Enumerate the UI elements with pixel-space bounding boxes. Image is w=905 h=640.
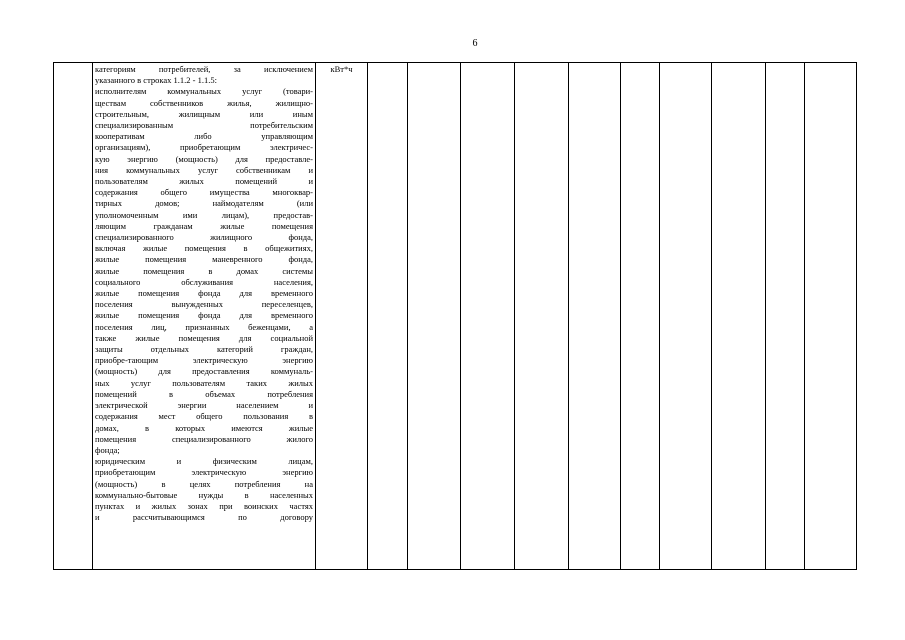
value-cell bbox=[660, 63, 712, 570]
description-line: электрической энергии населением и bbox=[95, 400, 313, 411]
description-line: (мощность) для предоставления коммуналь- bbox=[95, 366, 313, 377]
description-line: социального обслуживания населения, bbox=[95, 276, 313, 287]
description-line: поселения вынужденных переселенцев, bbox=[95, 299, 313, 310]
description-line: тирных домов; наймодателям (или bbox=[95, 198, 313, 209]
description-line: ния коммунальных услуг собственникам и bbox=[95, 164, 313, 175]
table-row bbox=[54, 63, 857, 570]
description-line: уполномоченным ими лицам), предостав- bbox=[95, 209, 313, 220]
description-line: пользователям жилых помещений и bbox=[95, 176, 313, 187]
unit-cell: кВт*ч bbox=[316, 63, 368, 570]
description-line: организациям), приобретающим электричес- bbox=[95, 142, 313, 153]
description-line: содержания мест общего пользования в bbox=[95, 411, 313, 422]
description-line: помещения специализированного жилого bbox=[95, 433, 313, 444]
description-line: включая жилые помещения в общежитиях, bbox=[95, 243, 313, 254]
description-line: кую энергию (мощность) для предоставле- bbox=[95, 153, 313, 164]
description-text bbox=[95, 64, 313, 523]
description-line: ляющим гражданам жилые помещения bbox=[95, 220, 313, 231]
description-line: также жилые помещения для социальной bbox=[95, 332, 313, 343]
description-line: помещений в объемах потребления bbox=[95, 388, 313, 399]
description-line: ных услуг пользователям таких жилых bbox=[95, 377, 313, 388]
value-cell bbox=[461, 63, 515, 570]
description-line: содержания общего имущества многоквар- bbox=[95, 187, 313, 198]
description-line: строительным, жилищным или иным bbox=[95, 108, 313, 119]
description-cell bbox=[93, 63, 316, 570]
description-line: ществам собственников жилья, жилищно- bbox=[95, 97, 313, 108]
description-line: специализированным потребительским bbox=[95, 120, 313, 131]
description-line: жилые помещения фонда для временного bbox=[95, 310, 313, 321]
description-line: и рассчитывающимся по договору bbox=[95, 512, 313, 523]
value-cell bbox=[766, 63, 805, 570]
description-line: приобретающим электрическую энергию bbox=[95, 467, 313, 478]
description-line: исполнителям коммунальных услуг (товари- bbox=[95, 86, 313, 97]
row-number-cell bbox=[54, 63, 93, 570]
value-cell bbox=[408, 63, 461, 570]
description-line: фонда; bbox=[95, 444, 120, 455]
description-line: поселения лиц, признанных беженцами, а bbox=[95, 321, 313, 332]
description-line: жилые помещения в домах системы bbox=[95, 265, 313, 276]
description-line: кооперативам либо управляющим bbox=[95, 131, 313, 142]
value-cell bbox=[621, 63, 660, 570]
value-cell bbox=[569, 63, 621, 570]
value-cell bbox=[712, 63, 766, 570]
description-line: указанного в строках 1.1.2 - 1.1.5: bbox=[95, 75, 217, 86]
description-line: домах, в которых имеются жилые bbox=[95, 422, 313, 433]
description-line: жилые помещения маневренного фонда, bbox=[95, 254, 313, 265]
page-number: 6 bbox=[472, 38, 478, 49]
description-line: защиты отдельных категорий граждан, bbox=[95, 344, 313, 355]
value-cell bbox=[368, 63, 408, 570]
value-cell bbox=[515, 63, 569, 570]
description-line: приобре-тающим электрическую энергию bbox=[95, 355, 313, 366]
description-line: категориям потребителей, за исключением bbox=[95, 64, 313, 74]
value-cell bbox=[805, 63, 857, 570]
tariff-table bbox=[53, 62, 857, 570]
description-line: коммунально-бытовые нужды в населенных bbox=[95, 489, 313, 500]
description-line: специализированного жилищного фонда, bbox=[95, 232, 313, 243]
description-line: пунктах и жилых зонах при воинских частях bbox=[95, 500, 313, 511]
description-line: жилые помещения фонда для временного bbox=[95, 288, 313, 299]
description-line: юридическим и физическим лицам, bbox=[95, 456, 313, 467]
description-line: (мощность) в целях потребления на bbox=[95, 478, 313, 489]
